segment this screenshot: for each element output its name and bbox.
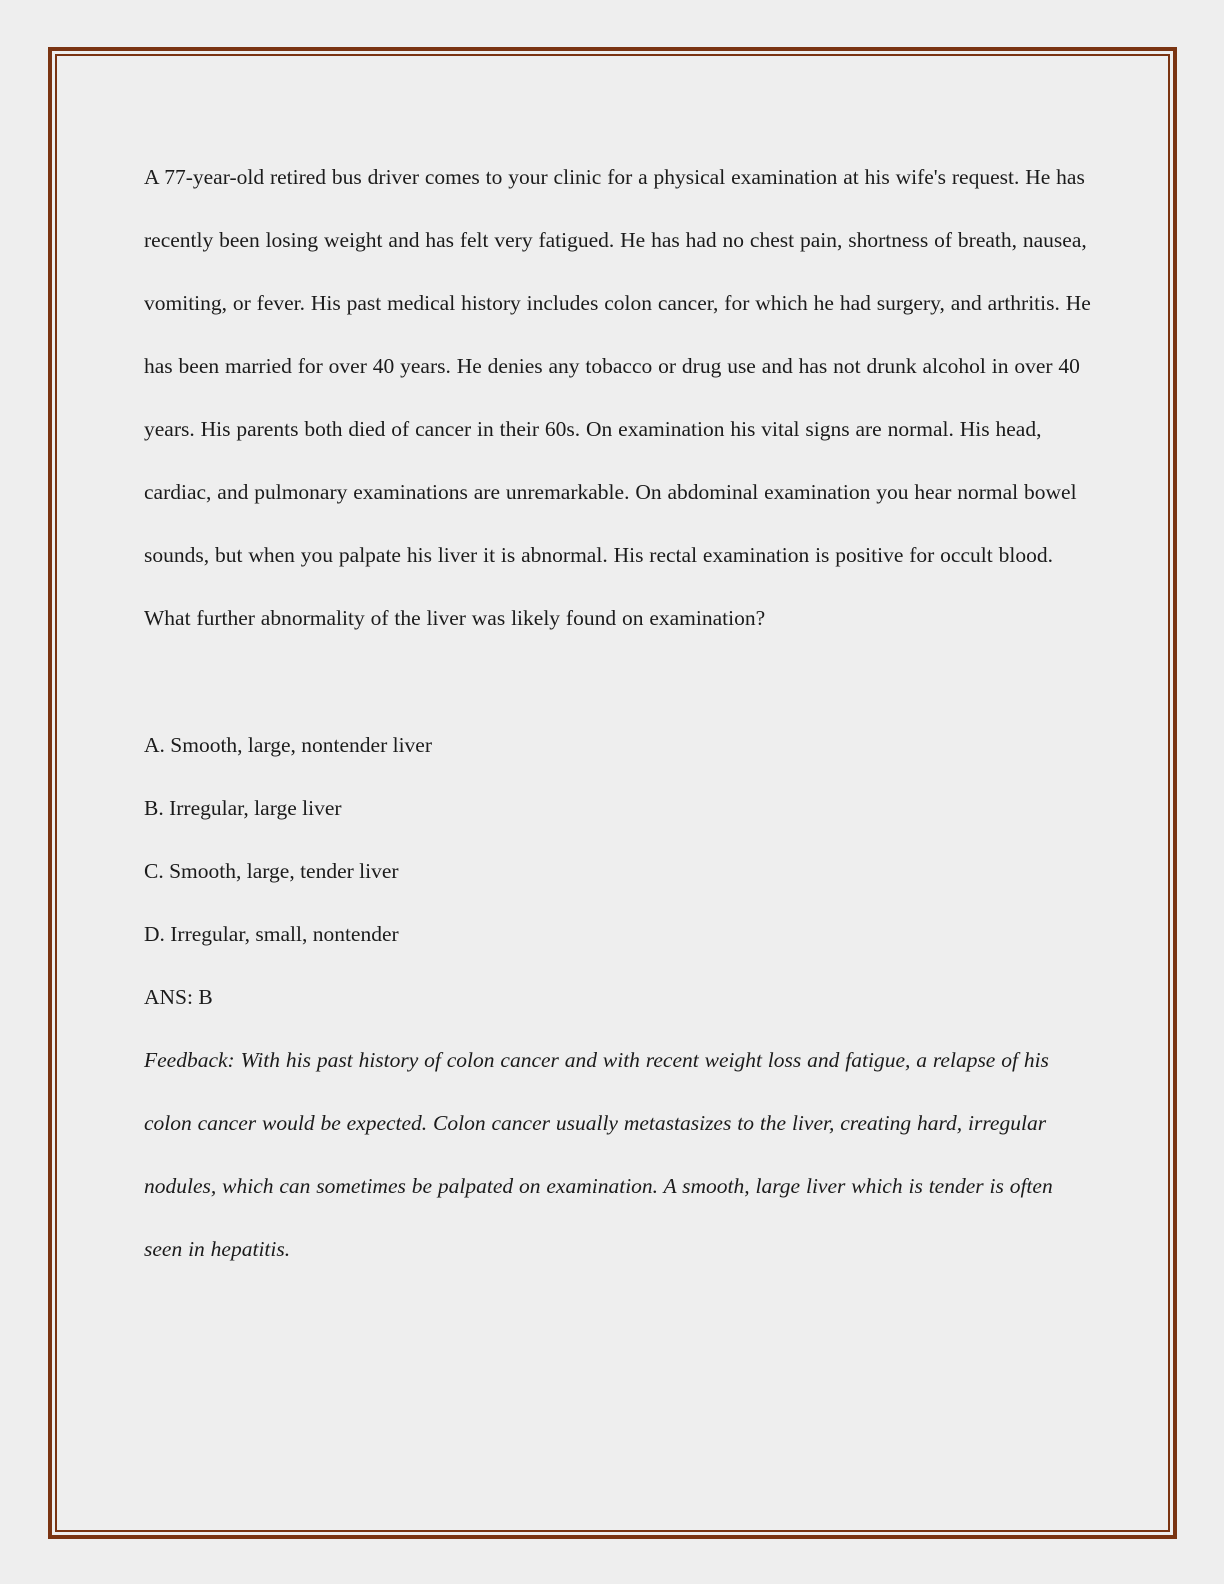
answer-options [144, 714, 1094, 1029]
option-d: D. Irregular, small, nontender [144, 922, 399, 946]
option-a: A. Smooth, large, nontender liver [144, 733, 433, 757]
option-c: C. Smooth, large, tender liver [144, 859, 399, 883]
question-block [144, 146, 1094, 1281]
question-stem: A 77-year-old retired bus driver comes to your clinic for a physical examination at his wife's request. He has recently been losing weight and has felt very fatigued. He has had no chest pain, shortness of breath, nausea, vomiting, or fever. His past medical history includes colon cancer, for which he had surgery, and arthritis. He has been married for over 40 years. He denies any tobacco or drug use and has not drunk alcohol in over 40 years. His parents both died of cancer in their 60s. On examination his vital signs are normal. His head, cardiac, and pulmonary examinations are unremarkable. On abdominal examination you hear normal bowel sounds, but when you palpate his liver it is abnormal. His rectal examination is positive for occult blood. What further abnormality of the liver was likely found on examination? [144, 165, 1091, 630]
answer-key: ANS: B [144, 985, 213, 1009]
option-b: B. Irregular, large liver [144, 796, 342, 820]
feedback-text: Feedback: With his past history of colon cancer and with recent weight loss and fatigue, a relapse of his colon cancer would be expected. Colon cancer usually metastasizes to the liver, creating hard, irregular nodules, which can sometimes be palpated on examination. A smooth, large liver which is tender is often seen in hepatitis. [144, 1048, 1053, 1261]
